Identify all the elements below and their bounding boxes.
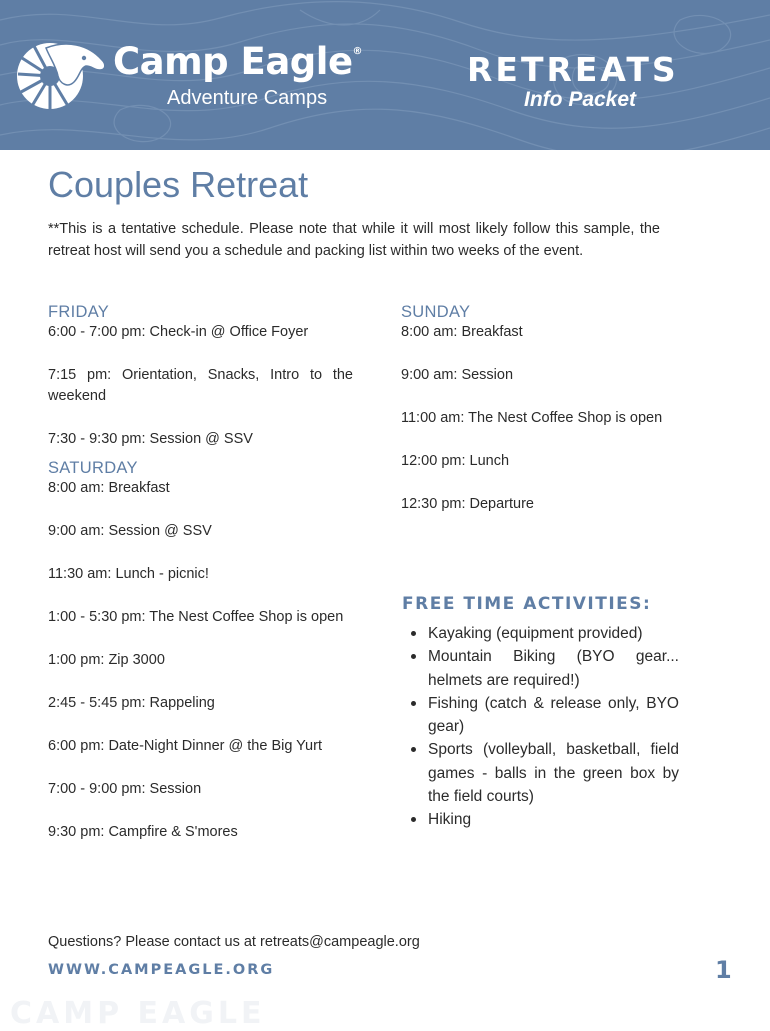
section-subtitle: Info Packet xyxy=(524,88,637,111)
schedule-item: 7:15 pm: Orientation, Snacks, Intro to the weekend xyxy=(48,367,353,404)
saturday-schedule xyxy=(48,478,353,843)
schedule-item: 9:30 pm: Campfire & S'mores xyxy=(48,824,238,840)
schedule-left-column xyxy=(48,302,353,843)
list-item: Sports (volleyball, basketball, field games - balls in the green box by the field courts) xyxy=(428,738,679,808)
schedule-item: 7:30 - 9:30 pm: Session @ SSV xyxy=(48,431,253,447)
eagle-logo-icon xyxy=(16,36,108,116)
schedule-item: 7:00 - 9:00 pm: Session xyxy=(48,781,202,797)
saturday-section xyxy=(48,458,353,843)
schedule-right-column xyxy=(401,302,681,515)
page-number: 1 xyxy=(715,956,732,984)
list-item: Kayaking (equipment provided) xyxy=(428,622,679,645)
free-time-heading: FREE TIME ACTIVITIES: xyxy=(402,594,652,614)
friday-heading: FRIDAY xyxy=(48,303,110,321)
free-time-list xyxy=(428,622,679,832)
schedule-item: 11:30 am: Lunch - picnic! xyxy=(48,566,209,582)
schedule-item: 1:00 pm: Zip 3000 xyxy=(48,652,165,668)
saturday-heading: SATURDAY xyxy=(48,459,138,477)
sunday-heading: SUNDAY xyxy=(401,303,471,321)
schedule-item: 8:00 am: Breakfast xyxy=(401,324,523,340)
schedule-item: 1:00 - 5:30 pm: The Nest Coffee Shop is open xyxy=(48,609,344,625)
sunday-section xyxy=(401,302,681,515)
list-item: Hiking xyxy=(428,808,679,831)
friday-section xyxy=(48,302,353,450)
registered-mark: ® xyxy=(352,46,363,57)
schedule-item: 2:45 - 5:45 pm: Rappeling xyxy=(48,695,215,711)
list-item: Fishing (catch & release only, BYO gear) xyxy=(428,692,679,739)
header-banner xyxy=(0,0,770,150)
page-title: Couples Retreat xyxy=(48,164,309,205)
schedule-item: 12:00 pm: Lunch xyxy=(401,453,510,469)
footer-watermark: CAMP EAGLE xyxy=(10,996,266,1031)
schedule-item: 12:30 pm: Departure xyxy=(401,496,534,512)
website-link[interactable]: WWW.CAMPEAGLE.ORG xyxy=(48,962,275,978)
schedule-item: 8:00 am: Breakfast xyxy=(48,480,170,496)
intro-note: **This is a tentative schedule. Please note that while it will most likely follow this sample, the retreat host will send you a schedule and packing list within two weeks of the event. xyxy=(48,221,660,259)
brand-name: Camp Eagle® xyxy=(113,40,363,83)
schedule-item: 11:00 am: The Nest Coffee Shop is open xyxy=(401,410,663,426)
schedule-item: 6:00 pm: Date-Night Dinner @ the Big Yurt xyxy=(48,738,322,754)
contact-line: Questions? Please contact us at retreats@campeagle.org xyxy=(48,934,420,950)
friday-schedule xyxy=(48,322,353,450)
brand-subtitle: Adventure Camps xyxy=(167,87,328,109)
schedule-item: 6:00 - 7:00 pm: Check-in @ Office Foyer xyxy=(48,324,309,340)
sunday-schedule xyxy=(401,322,681,515)
section-title: RETREATS xyxy=(467,50,679,89)
list-item: Mountain Biking (BYO gear... helmets are required!) xyxy=(428,645,679,692)
schedule-item: 9:00 am: Session xyxy=(401,367,514,383)
schedule-item: 9:00 am: Session @ SSV xyxy=(48,523,212,539)
